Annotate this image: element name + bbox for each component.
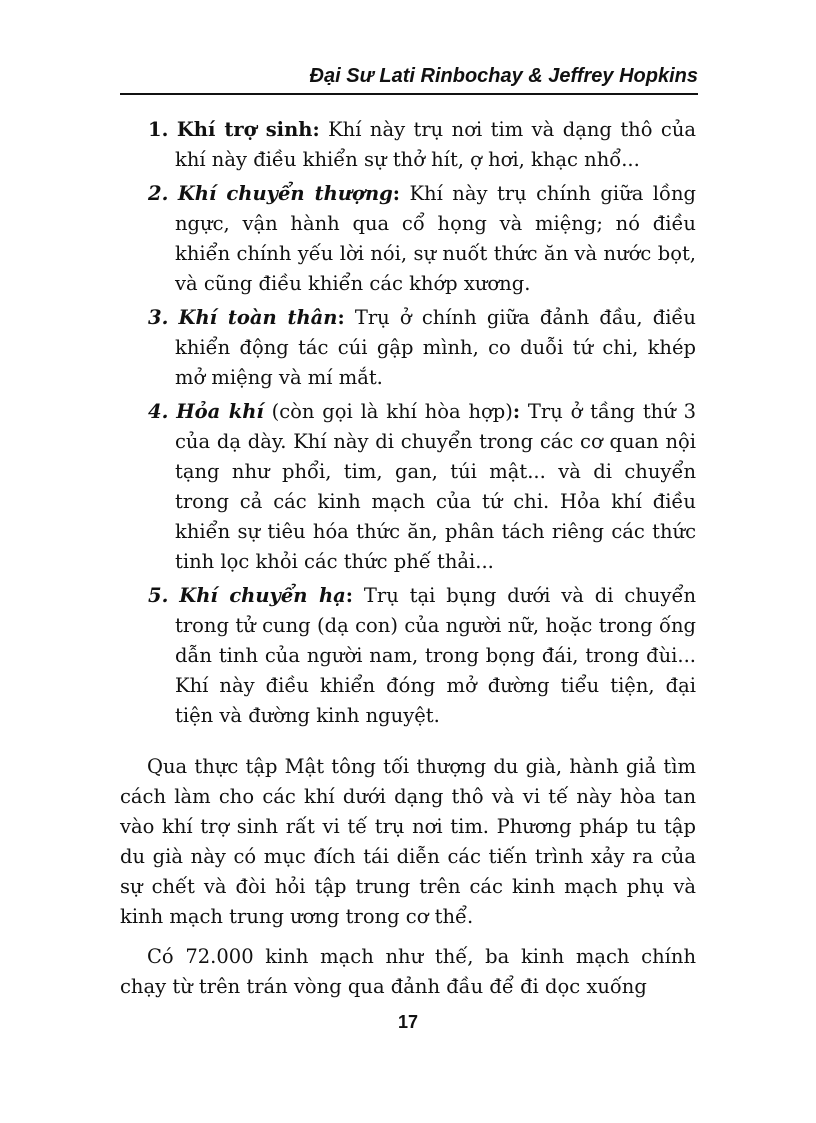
list-item-4 [148, 397, 696, 577]
list-item-colon: : [312, 118, 320, 141]
list-item-text: Khí này trụ chính giữa lồng ngực, vận hành qua cổ họng và miệng; nó điều khiển chính yếu lời nói, sự nuốt thức ăn và nước bọt, và cũng điều khiển các khớp xương. [175, 182, 697, 295]
list-item-term: Khí toàn thân [178, 306, 338, 329]
list-item-text: Khí này trụ nơi tim và dạng thô của khí này điều khiển sự thở hít, ợ hơi, khạc nhổ... [175, 118, 697, 171]
body-paragraph-1: Qua thực tập Mật tông tối thượng du già, hành giả tìm cách làm cho các khí dưới dạng thô và vi tế này hòa tan vào khí trợ sinh rất vi tế trụ nơi tim. Phương pháp tu tập du già này có mục đích tái diễn các tiến trình xảy ra của sự chết và đòi hỏi tập trung trên các kinh mạch phụ và kinh mạch trung ương trong cơ thể. [120, 755, 696, 928]
list-item-number: 4. [148, 400, 169, 423]
list-item-number: 1. [148, 118, 169, 141]
list-item-2 [148, 179, 696, 299]
running-header-title: Đại Sư Lati Rinbochay & Jeffrey Hopkins [309, 65, 698, 87]
list-item-number: 2. [148, 182, 169, 205]
header-rule [120, 93, 698, 95]
list-item-term: Khí trợ sinh [176, 118, 313, 141]
wind-list [148, 115, 696, 731]
list-item-text: Trụ tại bụng dưới và di chuyển trong tử cung (dạ con) của người nữ, hoặc trong ống dẫn tinh của người nam, trong bọng đái, trong đùi... Khí này điều khiển đóng mở đường tiểu tiện, đại tiện và đường kinh nguyệt. [175, 584, 696, 727]
list-item-colon: : [337, 306, 345, 329]
list-item-number: 3. [148, 306, 169, 329]
list-item-1 [148, 115, 696, 175]
list-item-parenthetical: (còn gọi là khí hòa hợp) [263, 400, 513, 423]
list-item-colon: : [392, 182, 400, 205]
body-paragraph-2: Có 72.000 kinh mạch như thế, ba kinh mạch chính chạy từ trên trán vòng qua đảnh đầu để đi dọc xuống [120, 945, 696, 998]
list-item-5 [148, 581, 696, 731]
page-number: 17 [397, 1012, 419, 1032]
list-item-term: Hỏa khí [176, 400, 264, 423]
list-item-text: Trụ ở tầng thứ 3 của dạ dày. Khí này di chuyển trong các cơ quan nội tạng như phổi, tim, gan, túi mật... và di chuyển trong cả các kinh mạch của tứ chi. Hỏa khí điều khiển sự tiêu hóa thức ăn, phân tách riêng các thức tinh lọc khỏi các thức phế thải... [175, 400, 697, 573]
list-item-colon: : [512, 400, 521, 423]
list-item-text: Trụ ở chính giữa đảnh đầu, điều khiển động tác cúi gập mình, co duỗi tứ chi, khép mở miệng và mí mắt. [175, 306, 696, 389]
list-item-colon: : [345, 584, 353, 607]
list-item-number: 5. [148, 584, 169, 607]
list-item-3 [148, 303, 696, 393]
list-item-term: Khí chuyển hạ [179, 584, 346, 607]
list-item-term: Khí chuyển thượng [177, 182, 393, 205]
